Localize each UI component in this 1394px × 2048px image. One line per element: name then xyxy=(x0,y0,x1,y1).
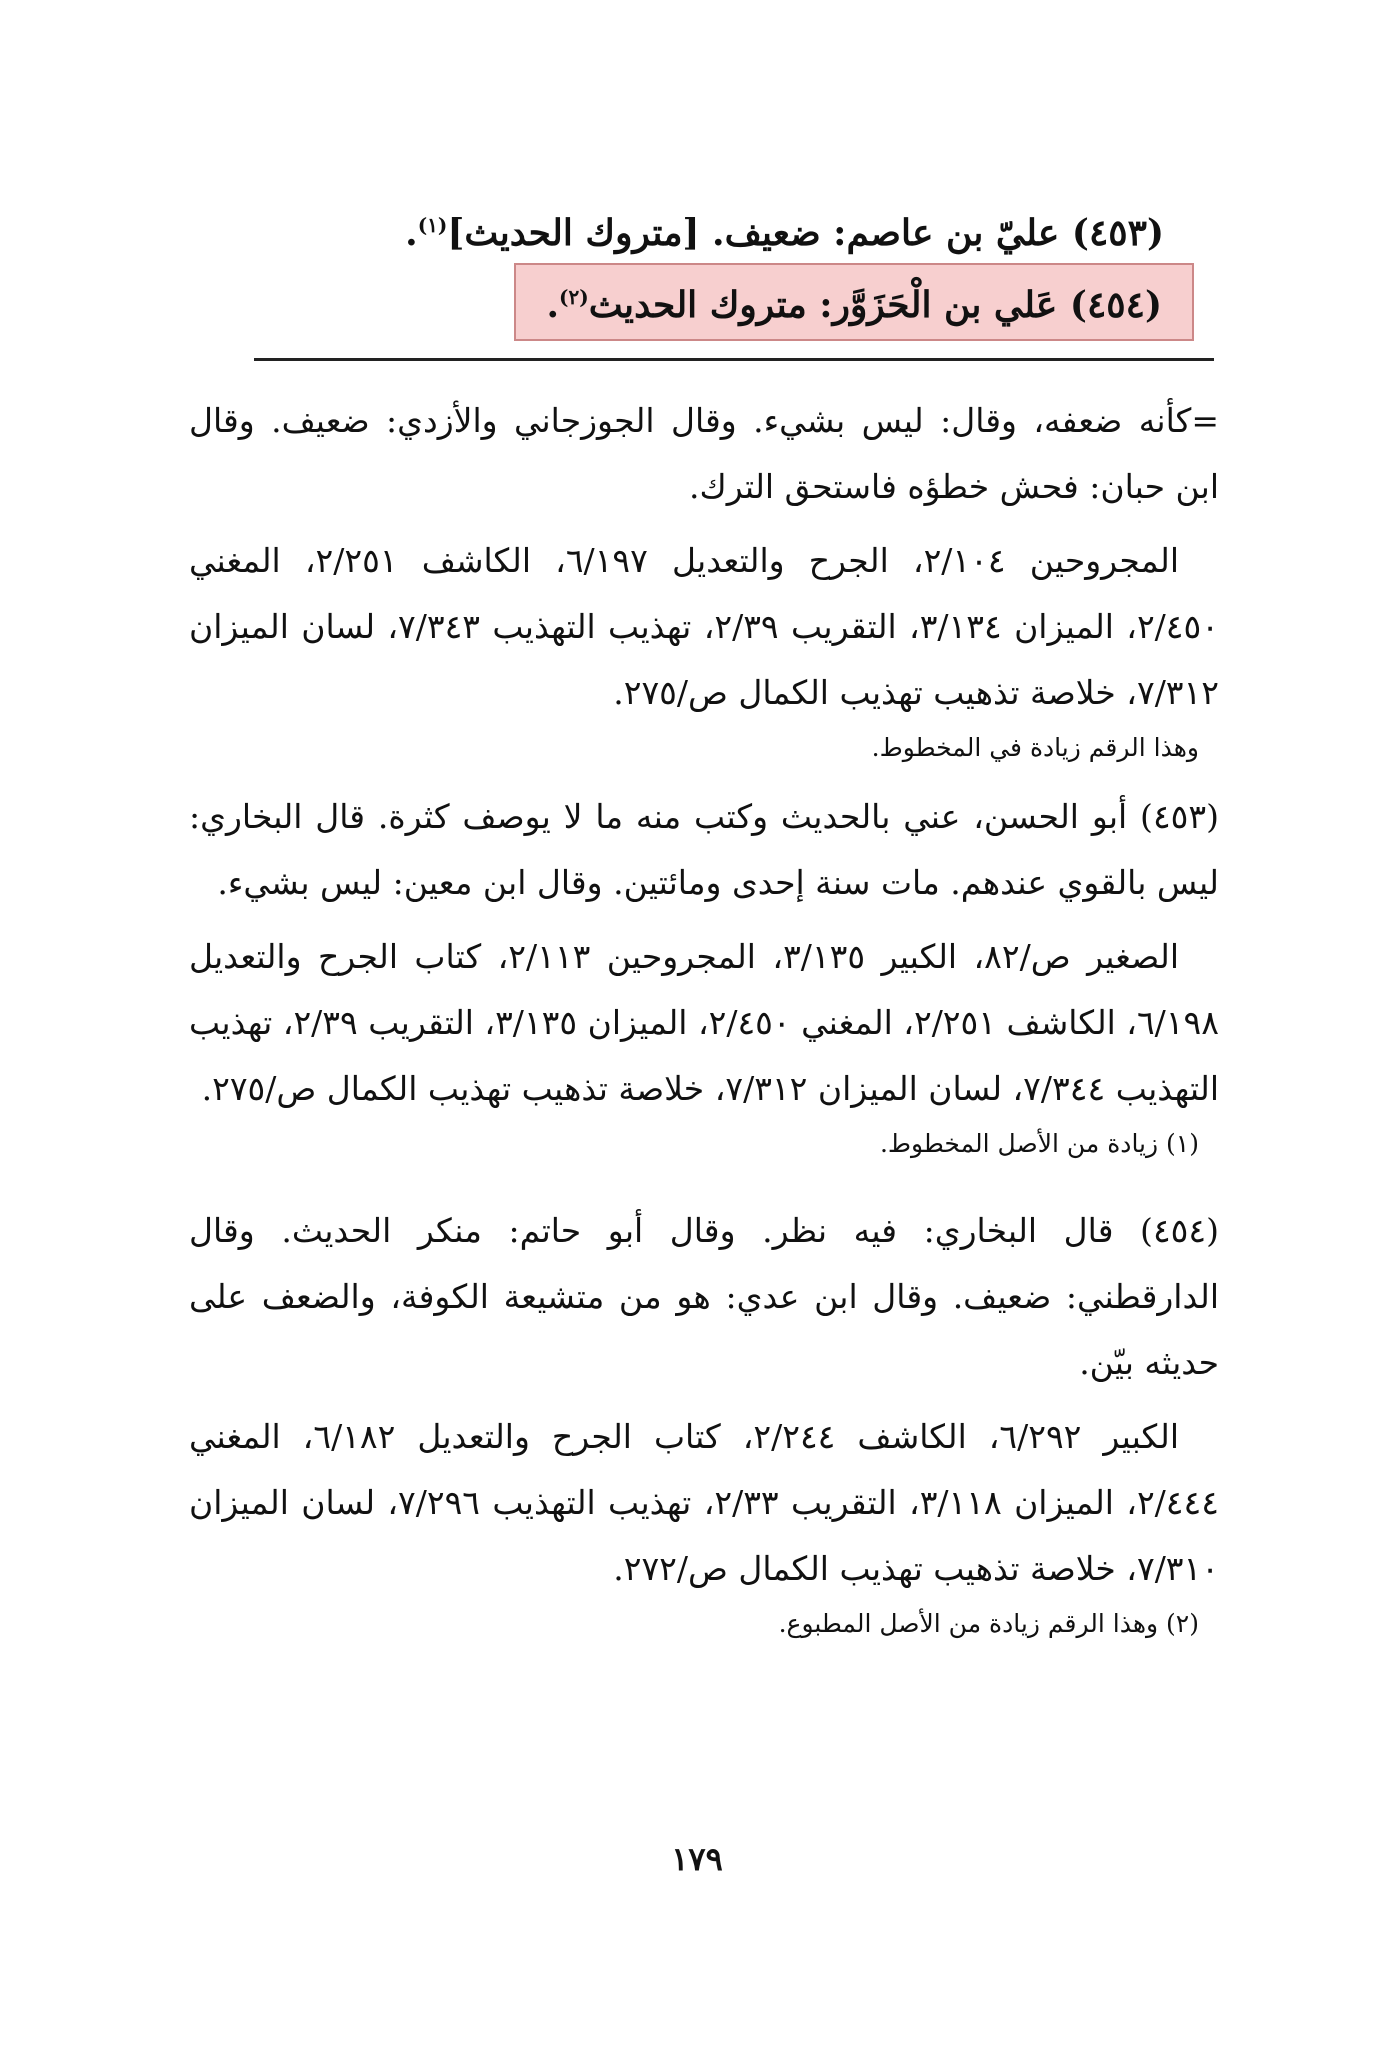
highlighted-entry-line xyxy=(514,263,1194,341)
note-454: (٤٥٤) قال البخاري: فيه نظر. وقال أبو حاتم: منكر الحديث. وقال الدارقطني: ضعيف. وقال ابن عدي: هو من متشيعة الكوفة، والضعف على حديثه بيّن. xyxy=(189,1211,1219,1382)
entry-453 xyxy=(164,195,1164,263)
footnotes-section xyxy=(189,388,1219,1660)
note-453-sources: الصغير ص/٨٢، الكبير ٣/١٣٥، المجروحين ٢/١١٣، كتاب الجرح والتعديل ٦/١٩٨، الكاشف ٢/٢٥١، المغني ٢/٤٥٠، الميزان ٣/١٣٥، التقريب ٢/٣٩، تهذيب التهذيب ٧/٣٤٤، لسان الميزان ٧/٣١٢، خلاصة تذهيب تهذيب الكمال ص/٢٧٥. xyxy=(189,937,1219,1108)
spacer xyxy=(189,1180,1219,1198)
footnote-text: وهذا الرقم زيادة في المخطوط. xyxy=(871,733,1199,762)
entry-number: (٤٥٤) xyxy=(1069,284,1162,326)
footnote-ref[interactable]: (٢) xyxy=(559,285,589,309)
footnote-ref[interactable]: (١) xyxy=(417,213,448,237)
entry-454 xyxy=(164,263,1164,341)
page-number: ١٧٩ xyxy=(671,1840,723,1878)
note-continuation: =كأنه ضعفه، وقال: ليس بشيء. وقال الجوزجاني والأزدي: ضعيف. وقال ابن حبان: فحش خطؤه فاستحق الترك. xyxy=(189,401,1219,506)
note-453: (٤٥٣) أبو الحسن، عني بالحديث وكتب منه ما لا يوصف كثرة. قال البخاري: ليس بالقوي عندهم. مات سنة إحدى ومائتين. وقال ابن معين: ليس بشيء. xyxy=(189,797,1219,902)
entry-line xyxy=(405,212,1164,254)
footnote-2: (٢) وهذا الرقم زيادة من الأصل المطبوع. xyxy=(778,1609,1199,1638)
entry-text: عَلي بن الْحَزَوَّر: متروك الحديث xyxy=(588,284,1058,326)
entry-end: . xyxy=(405,212,418,254)
note-sources: المجروحين ٢/١٠٤، الجرح والتعديل ٦/١٩٧، الكاشف ٢/٢٥١، المغني ٢/٤٥٠، الميزان ٣/١٣٤، التقريب ٢/٣٩، تهذيب التهذيب ٧/٣٤٣، لسان الميزان ٧/٣١٢، خلاصة تذهيب تهذيب الكمال ص/٢٧٥. xyxy=(189,541,1219,712)
entry-end: . xyxy=(546,284,560,326)
footnote-separator xyxy=(254,358,1214,361)
footnote-1: (١) زيادة من الأصل المخطوط. xyxy=(879,1129,1199,1158)
main-entries xyxy=(164,195,1164,341)
entry-number: (٤٥٣) xyxy=(1071,212,1164,254)
entry-text: عليّ بن عاصم: ضعيف. [متروك الحديث] xyxy=(447,212,1060,254)
note-454-sources: الكبير ٦/٢٩٢، الكاشف ٢/٢٤٤، كتاب الجرح والتعديل ٦/١٨٢، المغني ٢/٤٤٤، الميزان ٣/١١٨، التقريب ٢/٣٣، تهذيب التهذيب ٧/٢٩٦، لسان الميزان ٧/٣١٠، خلاصة تذهيب تهذيب الكمال ص/٢٧٢. xyxy=(189,1417,1219,1588)
